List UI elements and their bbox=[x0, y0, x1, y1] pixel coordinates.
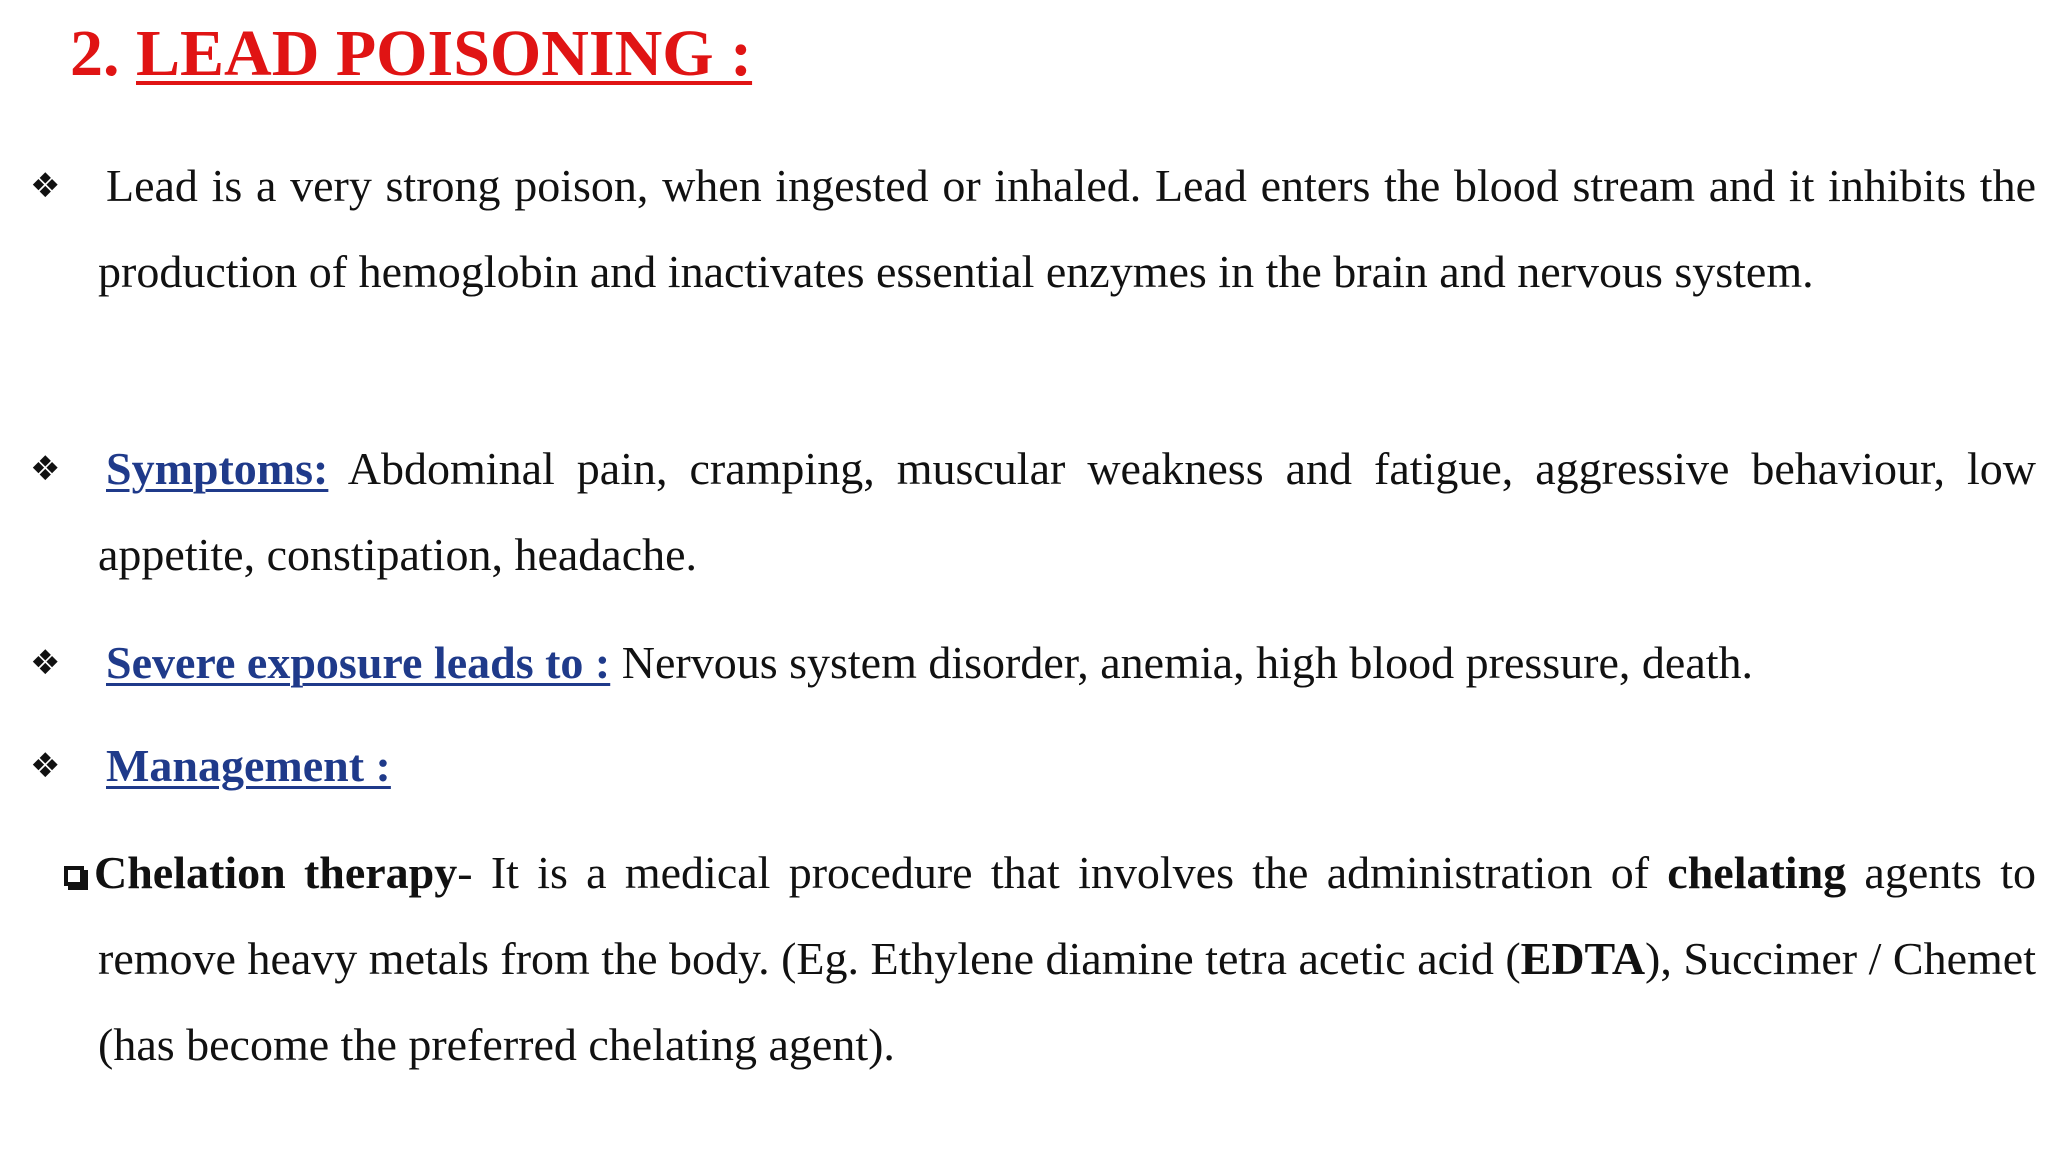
four-diamond-bullet-icon: ❖ bbox=[30, 746, 61, 786]
chelation-text-3: ), Succimer / Chemet (has become the preferred chelating agent). bbox=[98, 933, 2036, 1070]
title-text: LEAD POISONING : bbox=[136, 17, 753, 90]
hollow-square-bullet-icon bbox=[64, 866, 84, 886]
symptoms-text: Abdominal pain, cramping, muscular weakness and fatigue, aggressive behaviour, low appetite, constipation, headache. bbox=[98, 443, 2036, 580]
severe-exposure-heading: Severe exposure leads to : bbox=[106, 637, 611, 688]
severe-exposure-text: Nervous system disorder, anemia, high blood pressure, death. bbox=[610, 637, 1754, 688]
chelation-therapy-label: Chelation therapy bbox=[94, 847, 458, 898]
four-diamond-bullet-icon: ❖ bbox=[30, 166, 61, 206]
paragraph-text: Lead is a very strong poison, when ingested or inhaled. Lead enters the blood stream and it inhibits the production of hemoglobin and inactivates essential enzymes in the brain and nervous system. bbox=[98, 160, 2036, 297]
four-diamond-bullet-icon: ❖ bbox=[30, 643, 61, 683]
paragraph-chelation-therapy bbox=[64, 830, 2036, 1088]
paragraph-symptoms bbox=[30, 426, 2036, 598]
symptoms-heading: Symptoms: bbox=[106, 443, 329, 494]
paragraph-lead-poison bbox=[30, 143, 2036, 315]
chelation-text-1: - It is a medical procedure that involves the administration of bbox=[457, 847, 1668, 898]
paragraph-severe-exposure bbox=[30, 620, 2036, 706]
edta-word: EDTA bbox=[1520, 933, 1646, 984]
chelation-text-2: agents to remove heavy metals from the body. (Eg. Ethylene diamine tetra acetic acid ( bbox=[98, 847, 2036, 984]
chelating-word: chelating bbox=[1667, 847, 1847, 898]
title-number: 2. bbox=[70, 17, 120, 90]
slide-title bbox=[70, 14, 752, 93]
paragraph-management bbox=[30, 723, 2036, 809]
management-heading: Management : bbox=[106, 740, 391, 791]
four-diamond-bullet-icon: ❖ bbox=[30, 449, 61, 489]
